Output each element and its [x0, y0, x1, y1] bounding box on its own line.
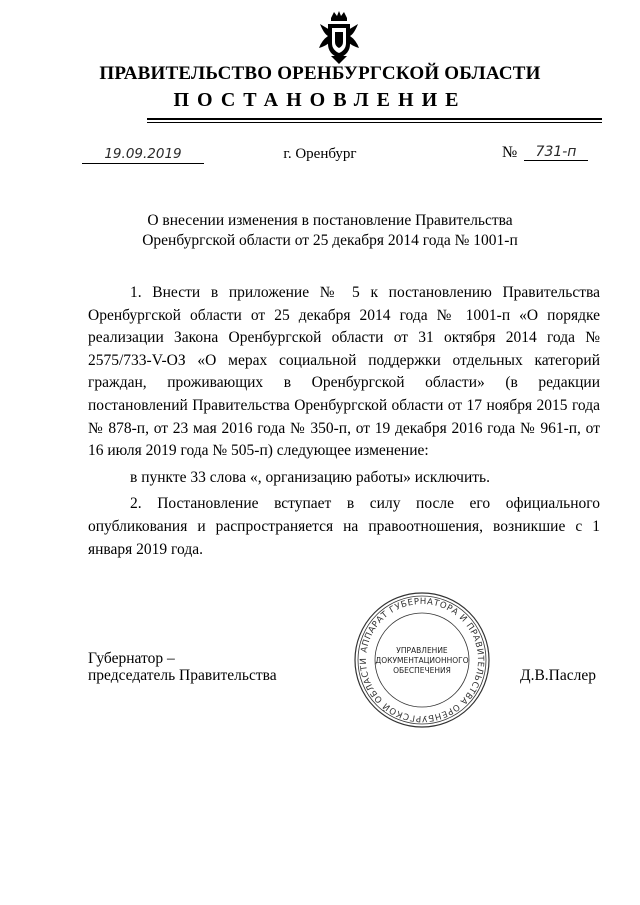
document-subject — [80, 211, 580, 251]
stamp-center-line-3: ОБЕСПЕЧЕНИЯ — [393, 666, 451, 675]
paragraph-1-detail: в пункте 33 слова «, организацию работы» исключить. — [130, 468, 490, 486]
document-number-label: № — [502, 144, 518, 161]
subject-line-2: Оренбургской области от 25 декабря 2014 года № 1001-п — [142, 232, 518, 249]
header-rule-thin — [147, 122, 602, 123]
signatory-position-line-1: Губернатор – — [88, 650, 175, 667]
organization-title: ПРАВИТЕЛЬСТВО ОРЕНБУРГСКОЙ ОБЛАСТИ — [99, 63, 541, 84]
coat-of-arms-icon — [316, 10, 362, 66]
signatory-position — [88, 650, 277, 684]
signatory-name: Д.В.Паслер — [520, 667, 596, 684]
paragraph-2: 2. Постановление вступает в силу после его официального опубликования и распространяется на правоотношения, возникшие с 1 января 2019 года. — [88, 495, 600, 558]
paragraph-1: 1. Внести в приложение № 5 к постановлению Правительства Оренбургской области от 25 декабря 2014 года № 1001-п «О порядке реализации Закона Оренбургской области от 31 октября 2014 года № 2575/733-V-ОЗ «О мерах социальной поддержки отдельных категорий граждан, проживающих в Оренбургской области» (в редакции постановлений Правительства Оренбургской области от 17 ноября 2015 года № 878-п, от 23 мая 2016 года № 350-п, от 19 декабря 2016 года № 961-п, от 16 июля 2019 года № 505-п) следующее изменение: — [88, 284, 600, 460]
document-date: 19.09.2019 — [82, 146, 204, 164]
subject-line-1: О внесении изменения в постановление Правительства — [147, 212, 513, 229]
stamp-ring-text: АППАРАТ ГУБЕРНАТОРА И ПРАВИТЕЛЬСТВА ОРЕНБУРГСКОЙ ОБЛАСТИ — [358, 596, 486, 724]
document-body — [88, 282, 600, 561]
signatory-position-line-2: председатель Правительства — [88, 667, 277, 684]
document-number: 731-п — [524, 144, 588, 161]
header-rule-thick — [147, 118, 602, 120]
document-city: г. Оренбург — [283, 146, 357, 162]
stamp-center-line-2: ДОКУМЕНТАЦИОННОГО — [375, 656, 469, 665]
stamp-center-line-1: УПРАВЛЕНИЕ — [396, 646, 448, 655]
document-type-title: ПОСТАНОВЛЕНИЕ — [173, 89, 467, 111]
stamp-center-text — [352, 646, 492, 676]
